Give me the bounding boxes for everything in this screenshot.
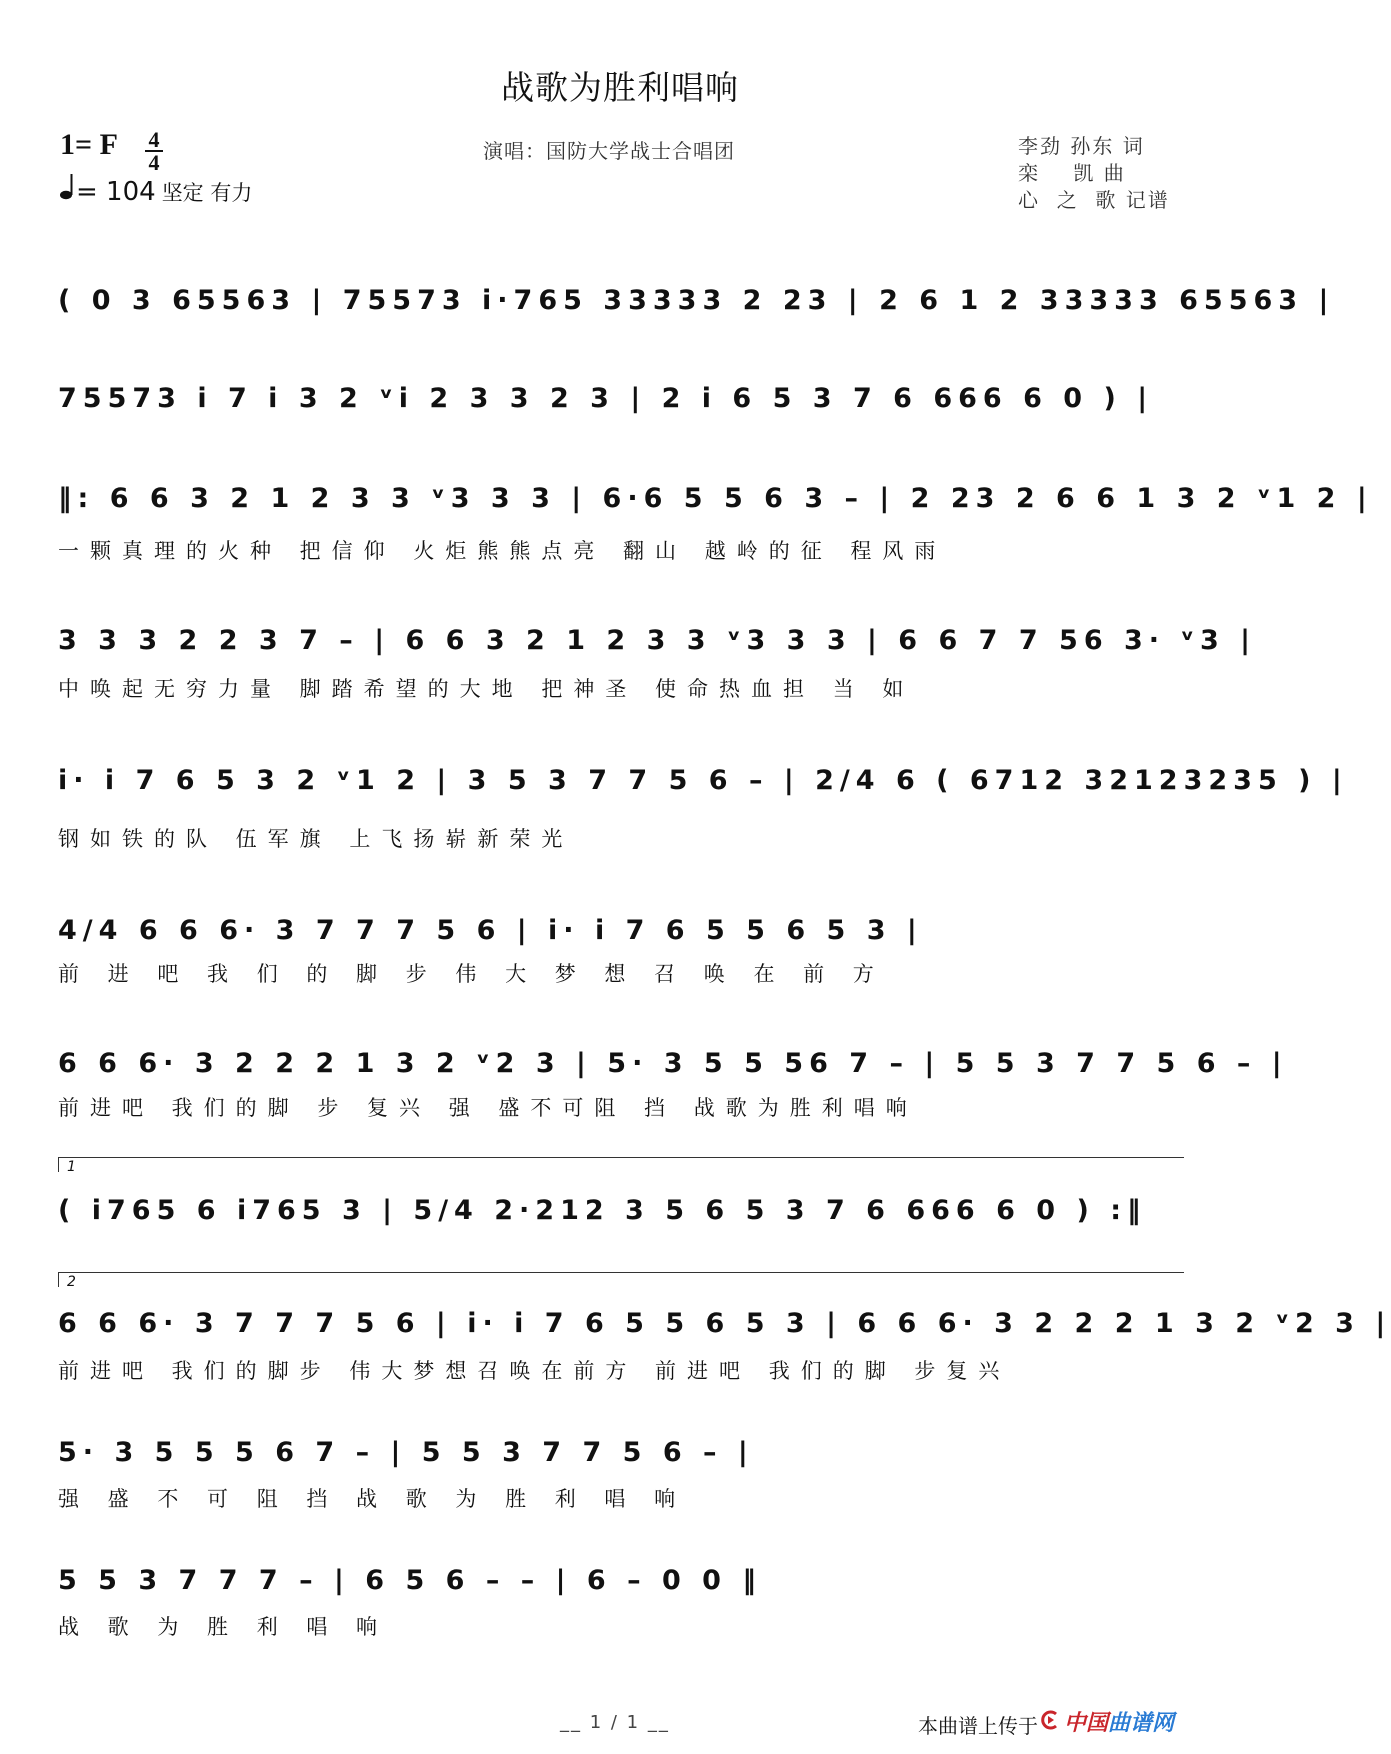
- score-line-7: 6 6 6· 3 2 2 2 1 3 2 ᵛ2 3 | 5· 3 5 5 56 7 – | 5 5 3 7 7 5 6 – |: [58, 1047, 1288, 1079]
- lyrics-line-10: 强 盛 不 可 阻 挡 战 歌 为 胜 利 唱 响: [58, 1487, 687, 1511]
- site-logo-icon: [1040, 1710, 1060, 1730]
- page-number: __ 1 / 1 __: [560, 1712, 670, 1733]
- key-signature: 1= F: [60, 128, 118, 161]
- upload-text: 本曲谱上传于: [918, 1714, 1038, 1738]
- tempo-marking: [60, 174, 252, 207]
- score-line-11: 5 5 3 7 7 7 – | 6 5 6 – – | 6 – 0 0 ‖: [58, 1564, 762, 1596]
- time-sig-bottom: 4: [148, 150, 160, 175]
- score-line-4: 3 3 3 2 2 3 7 – | 6 6 3 2 1 2 3 3 ᵛ3 3 3 | 6 6 7 7 56 3· ᵛ3 |: [58, 624, 1257, 656]
- score-line-2: 75573 i 7 i 3 2 ᵛi 2 3 3 2 3 | 2 i 6 5 3 7 6 666 6 0 ) |: [58, 382, 1154, 414]
- site-brand-part-a: 中国: [1064, 1711, 1109, 1736]
- lyrics-line-5: 钢如铁的队 伍军旗 上飞扬崭新荣光: [58, 827, 574, 851]
- score-line-1: ( 0 3 65563 | 75573 i·765 33333 2 23 | 2 6 1 2 33333 65563 |: [58, 284, 1335, 316]
- lyrics-line-6: 前 进 吧 我 们 的 脚 步 伟 大 梦 想 召 唤 在 前 方: [58, 962, 885, 986]
- credits: [1018, 133, 1170, 214]
- first-ending-bracket: [58, 1157, 1184, 1175]
- lyrics-line-3: 一颗真理的火种 把信仰 火炬熊熊点亮 翻山 越岭的征 程风雨: [58, 539, 947, 563]
- lyricist-credit: 李劲 孙东 词: [1018, 134, 1145, 158]
- second-ending-number: 2: [67, 1274, 76, 1290]
- lyrics-line-7: 前进吧 我们的脚 步 复兴 强 盛不可阻 挡 战歌为胜利唱响: [58, 1096, 918, 1120]
- quarter-note-icon: [60, 174, 76, 207]
- score-line-5: i· i 7 6 5 3 2 ᵛ1 2 | 3 5 3 7 7 5 6 – | 2/4 6 ( 6712 32123235 ) |: [58, 764, 1348, 796]
- time-sig-top: 4: [148, 127, 160, 152]
- expression-text: 坚定 有力: [161, 181, 253, 205]
- score-line-10: 5· 3 5 5 5 6 7 – | 5 5 3 7 7 5 6 – |: [58, 1436, 754, 1468]
- lyrics-line-9: 前进吧 我们的脚步 伟大梦想召唤在前方 前进吧 我们的脚 步复兴: [58, 1359, 1011, 1383]
- site-brand[interactable]: [1064, 1706, 1174, 1737]
- transcriber-credit: 心 之 歌 记谱: [1018, 188, 1170, 212]
- score-line-9: 6 6 6· 3 7 7 7 5 6 | i· i 7 6 5 5 6 5 3 | 6 6 6· 3 2 2 2 1 3 2 ᵛ2 3 |: [58, 1307, 1391, 1339]
- second-ending-bracket: [58, 1272, 1184, 1290]
- composer-credit: 栾 凯 曲: [1018, 161, 1126, 185]
- score-line-6: 4/4 6 6 6· 3 7 7 7 5 6 | i· i 7 6 5 5 6 5 3 |: [58, 914, 923, 946]
- lyrics-line-11: 战 歌 为 胜 利 唱 响: [58, 1615, 389, 1639]
- time-signature: [145, 127, 163, 175]
- first-ending-number: 1: [67, 1159, 76, 1175]
- score-line-3: ‖: 6 6 3 2 1 2 3 3 ᵛ3 3 3 | 6·6 5 5 6 3 – | 2 23 2 6 6 1 3 2 ᵛ1 2 |: [58, 482, 1373, 514]
- tempo-value: = 104: [76, 177, 156, 207]
- score-line-8: ( i765 6 i765 3 | 5/4 2·212 3 5 6 5 3 7 6 666 6 0 ) :‖: [58, 1194, 1147, 1226]
- lyrics-line-4: 中唤起无穷力量 脚踏希望的大地 把神圣 使命热血担 当 如: [58, 677, 915, 701]
- song-title: 战歌为胜利唱响: [501, 68, 739, 107]
- site-brand-part-b: 曲谱网: [1108, 1711, 1175, 1736]
- performer: 演唱：国防大学战士合唱团: [483, 139, 735, 163]
